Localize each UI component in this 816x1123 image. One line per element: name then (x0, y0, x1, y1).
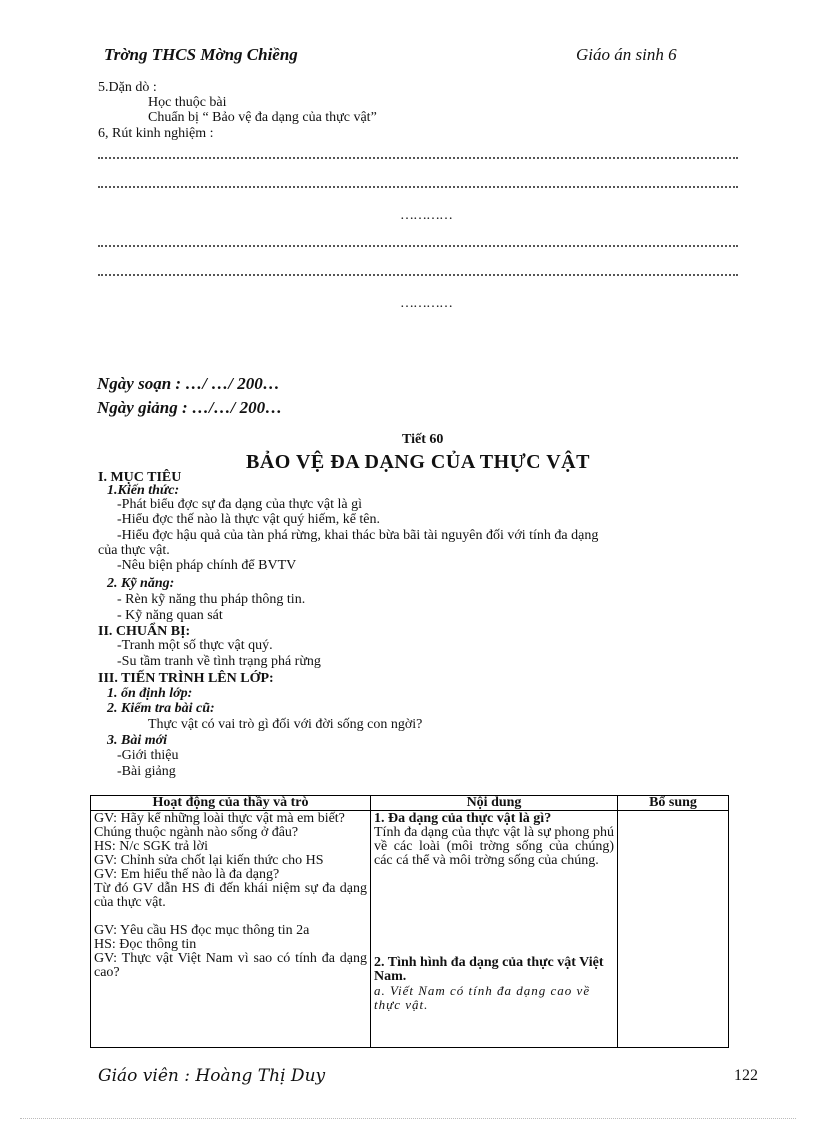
subject-label: Giáo án sinh 6 (576, 45, 677, 64)
knowledge-item: -Hiểu đợc thế nào là thực vật quý hiếm, kể tên. (117, 512, 381, 527)
activity-spacer (94, 910, 367, 924)
skills-heading: 2. Kỹ năng: (107, 576, 175, 591)
table-header-row (91, 796, 729, 811)
new-lesson-item: -Bài giảng (117, 764, 176, 779)
skills-item: - Rèn kỹ năng thu pháp thông tin. (117, 592, 306, 607)
content-heading: 1. Đa dạng của thực vật là gì? (374, 811, 552, 826)
column-header-activities: Hoạt động của thầy và trò (91, 796, 371, 811)
lesson-title: BẢO VỆ ĐA DẠNG CỦA THỰC VẬT (246, 451, 590, 473)
activity-line: GV: Chỉnh sửa chốt lại kiến thức cho HS (94, 853, 324, 868)
prep-date: Ngày soạn : …/ …/ 200… (97, 374, 280, 393)
table-row (91, 811, 729, 1048)
skills-item: - Kỹ năng quan sát (117, 608, 223, 623)
activity-line: HS: N/c SGK trả lời (94, 839, 208, 854)
page-divider (20, 1118, 796, 1119)
preparation-item: -Tranh một số thực vật quý. (117, 638, 273, 653)
step-check-old-lesson: 2. Kiểm tra bài cũ: (107, 701, 215, 716)
step-new-lesson: 3. Bài mới (107, 733, 168, 748)
dotted-line (98, 274, 738, 276)
check-question: Thực vật có vai trò gì đối với đời sống con ngời? (148, 717, 423, 732)
activity-line: GV: Em hiểu thế nào là đa dạng? (94, 867, 280, 882)
column-header-notes: Bổ sung (618, 796, 729, 811)
activity-line: HS: Đọc thông tin (94, 937, 197, 952)
activity-line: Chúng thuộc ngành nào sống ở đâu? (94, 825, 299, 840)
experience-heading: 6, Rút kinh nghiệm : (98, 126, 214, 141)
knowledge-item: -Phát biểu đợc sự đa dạng của thực vật là gì (117, 497, 362, 512)
teach-date: Ngày giảng : …/…/ 200… (97, 398, 283, 417)
new-lesson-item: -Giới thiệu (117, 748, 179, 763)
knowledge-item: -Nêu biện pháp chính để BVTV (117, 558, 297, 573)
notes-cell (618, 811, 729, 1048)
preparation-item: -Su tầm tranh về tình trạng phá rừng (117, 654, 321, 669)
content-text: Tính đa dạng của thực vật là sự phong phú về các loài (môi trờng sống của chúng) các cá thể và môi trờng sống của chúng. (374, 825, 614, 868)
dotted-line (98, 245, 738, 247)
dotted-line (98, 157, 738, 159)
short-dotted-line: ………… (400, 208, 452, 223)
page-number: 122 (734, 1067, 758, 1084)
activity-line: GV: Yêu cầu HS đọc mục thông tin 2a (94, 923, 310, 938)
activity-line: GV: Thực vật Việt Nam vì sao có tính đa dạng cao? (94, 951, 367, 980)
column-header-content: Nội dung (371, 796, 618, 811)
activities-cell (91, 811, 371, 1048)
homework-heading: 5.Dặn dò : (98, 80, 157, 95)
dotted-line (98, 186, 738, 188)
knowledge-item: -Hiểu đợc hậu quả của tàn phá rừng, khai thác bừa bãi tài nguyên đối với tính đa dạng (117, 528, 599, 543)
procedure-heading: III. TIẾN TRÌNH LÊN LỚP: (98, 671, 274, 686)
lesson-activity-table (90, 795, 729, 1048)
content-cell (371, 811, 618, 1048)
content-spacer (374, 868, 614, 956)
school-name: Trờng THCS Mờng Chiềng (104, 45, 298, 64)
activity-line: GV: Hãy kể những loài thực vật mà em biết? (94, 811, 345, 826)
homework-item: Chuẩn bị “ Bảo vệ đa dạng của thực vật” (148, 110, 377, 125)
objectives-heading: I. MỤC TIÊU (98, 470, 182, 485)
step-stabilize: 1. ổn định lớp: (107, 686, 193, 701)
teacher-name: Giáo viên : Hoàng Thị Duy (98, 1066, 326, 1086)
lesson-number: Tiết 60 (402, 432, 444, 447)
knowledge-heading: 1.Kiến thức: (107, 483, 180, 498)
homework-item: Học thuộc bài (148, 95, 227, 110)
preparation-heading: II. CHUẨN BỊ: (98, 624, 191, 639)
knowledge-item: của thực vật. (98, 543, 170, 558)
activity-line: Từ đó GV dẫn HS đi đến khái niệm sự đa dạng của thực vật. (94, 881, 367, 910)
content-subheading: a. Viết Nam có tính đa dạng cao về thực vật. (374, 983, 591, 1012)
content-heading: 2. Tình hình đa dạng của thực vật Việt Nam. (374, 955, 604, 984)
short-dotted-line: ………… (400, 296, 452, 311)
